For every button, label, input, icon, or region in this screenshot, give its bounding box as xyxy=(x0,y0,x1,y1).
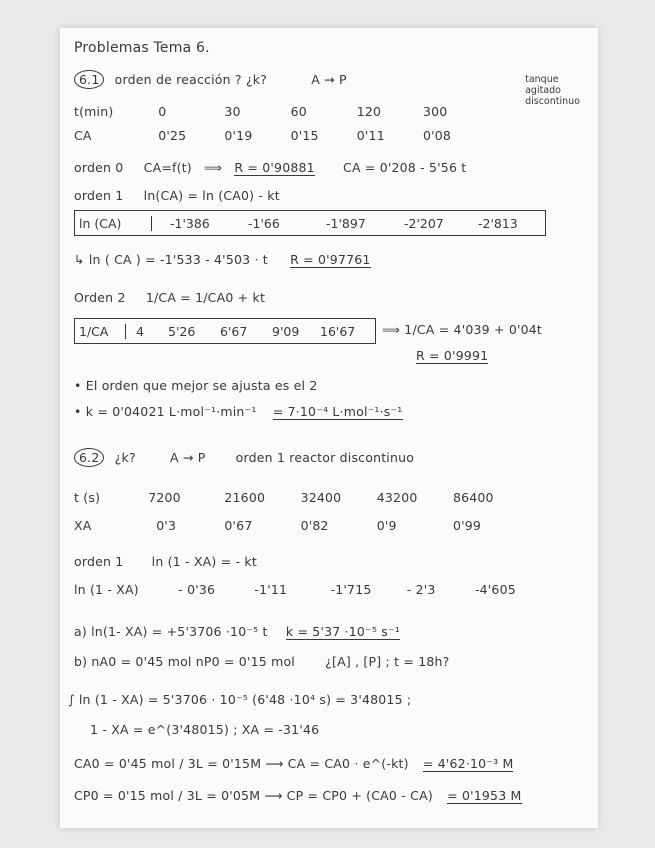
time-value: 60 xyxy=(290,104,307,119)
arrow: ⟹ xyxy=(204,160,223,175)
order-2-fit: ⟹ 1/CA = 4'039 + 0'04t xyxy=(382,322,543,337)
calc-cp: CP0 = 0'15 mol / 3L = 0'05M ⟶ CP = CP0 + (CA0 - CA) xyxy=(74,788,433,803)
time-value: 43200 xyxy=(376,490,418,505)
part-b-line xyxy=(74,654,588,669)
time-row-2 xyxy=(74,490,588,505)
order-1b-label: orden 1 xyxy=(74,554,124,569)
inv-value: 16'67 xyxy=(320,323,356,339)
problem-description: orden 1 reactor discontinuo xyxy=(235,450,415,465)
order-1-r: R = 0'97761 xyxy=(290,252,371,267)
order-0-r: R = 0'90881 xyxy=(234,160,315,175)
time-value: 300 xyxy=(422,104,448,119)
time-label: t(min) xyxy=(74,104,114,119)
conversion-row xyxy=(74,518,588,533)
ln-value: -1'66 xyxy=(248,215,280,231)
handwritten-page xyxy=(60,28,598,828)
reaction: A → P xyxy=(311,72,347,87)
conclusion-k: • k = 0'04021 L·mol⁻¹·min⁻¹ xyxy=(74,404,257,419)
calc-cp-line xyxy=(74,788,588,803)
order-1-label: orden 1 xyxy=(74,188,124,203)
order-2-box-label: 1/CA xyxy=(75,324,126,339)
problem-question: orden de reacción ? ¿k? xyxy=(114,72,268,87)
order-0-label: orden 0 xyxy=(74,160,124,175)
order-1-fit-line xyxy=(74,252,588,267)
order-1b-line xyxy=(74,554,588,569)
calc-ca-result: = 4'62·10⁻³ M xyxy=(422,756,514,771)
ln-value: -2'207 xyxy=(404,215,444,231)
conversion-value: 0'99 xyxy=(452,518,482,533)
inv-value: 5'26 xyxy=(168,323,196,339)
conclusion-best-order: • El orden que mejor se ajusta es el 2 xyxy=(74,378,318,393)
calc-cp-result: = 0'1953 M xyxy=(447,788,522,803)
ln-conversion-value: -1'11 xyxy=(254,582,288,597)
calc-integral: ∫ ln (1 - XA) = 5'3706 · 10⁻⁵ (6'48 ·10⁴ s) = 3'48015 ; xyxy=(68,692,412,707)
time-value: 21600 xyxy=(224,490,266,505)
calc-exponential: 1 - XA = e^(3'48015) ; XA = -31'46 xyxy=(90,722,320,737)
part-a-result: k = 5'37 ·10⁻⁵ s⁻¹ xyxy=(285,624,400,639)
problem-number: 6.2 xyxy=(74,448,104,467)
concentration-value: 0'11 xyxy=(356,128,385,143)
concentration-value: 0'15 xyxy=(290,128,319,143)
ln-conversion-label: ln (1 - XA) xyxy=(74,582,139,597)
part-b-question: ¿[A] , [P] ; t = 18h? xyxy=(325,654,450,669)
ln-value: -1'386 xyxy=(170,215,210,231)
time-label: t (s) xyxy=(74,490,101,505)
order-2-eq: 1/CA = 1/CA0 + kt xyxy=(145,290,266,305)
ln-conversion-value: -4'605 xyxy=(474,582,516,597)
time-value: 0 xyxy=(158,104,167,119)
problem-question: ¿k? xyxy=(114,450,136,465)
time-value: 32400 xyxy=(300,490,342,505)
conversion-value: 0'67 xyxy=(224,518,253,533)
part-a-eq: a) ln(1- XA) = +5'3706 ·10⁻⁵ t xyxy=(74,624,268,639)
part-b-data: b) nA0 = 0'45 mol nP0 = 0'15 mol xyxy=(74,654,295,669)
ln-conversion-value: -1'715 xyxy=(330,582,372,597)
problem-6-1-header xyxy=(74,70,588,89)
ln-conversion-row xyxy=(74,582,588,597)
side-note: tanque agitado discontinuo xyxy=(525,74,580,107)
conclusion-k-line xyxy=(74,404,588,419)
ln-value: -2'813 xyxy=(478,215,518,231)
conversion-value: 0'9 xyxy=(376,518,397,533)
conversion-value: 0'82 xyxy=(300,518,329,533)
calc-ca: CA0 = 0'45 mol / 3L = 0'15M ⟶ CA = CA0 · e^(-kt) xyxy=(74,756,409,771)
order-1-fit: ↳ ln ( CA ) = -1'533 - 4'503 · t xyxy=(74,252,268,267)
order-0-fit: CA = 0'208 - 5'56 t xyxy=(343,160,467,175)
problem-6-2-header xyxy=(74,448,588,467)
order-1-eq: ln(CA) = ln (CA0) - kt xyxy=(143,188,280,203)
order-0-eq: CA=f(t) xyxy=(143,160,192,175)
problem-number: 6.1 xyxy=(74,70,104,89)
concentration-value: 0'25 xyxy=(158,128,187,143)
reaction: A → P xyxy=(169,450,206,465)
order-1b-eq: ln (1 - XA) = - kt xyxy=(151,554,257,569)
page-title: Problemas Tema 6. xyxy=(74,40,210,56)
ln-conversion-value: - 2'3 xyxy=(406,582,436,597)
conclusion-k-si: = 7·10⁻⁴ L·mol⁻¹·s⁻¹ xyxy=(272,404,403,419)
inv-value: 9'09 xyxy=(272,323,300,339)
time-value: 120 xyxy=(356,104,382,119)
part-a-line xyxy=(74,624,588,639)
concentration-value: 0'08 xyxy=(422,128,452,143)
time-row xyxy=(74,104,588,119)
ln-conversion-value: - 0'36 xyxy=(178,582,216,597)
conversion-value: 0'3 xyxy=(156,518,177,533)
order-2-line xyxy=(74,290,588,305)
order-1-line xyxy=(74,188,588,203)
concentration-value: 0'19 xyxy=(224,128,253,143)
ln-value: -1'897 xyxy=(326,215,366,231)
order-2-label: Orden 2 xyxy=(74,290,126,305)
order-1-box-label: ln (CA) xyxy=(75,216,152,231)
concentration-label: CA xyxy=(74,128,92,143)
inv-value: 6'67 xyxy=(220,323,248,339)
time-value: 86400 xyxy=(452,490,494,505)
order-2-table xyxy=(74,318,376,344)
time-value: 30 xyxy=(224,104,241,119)
order-1-table xyxy=(74,210,546,236)
time-value: 7200 xyxy=(148,490,181,505)
concentration-row xyxy=(74,128,588,143)
conversion-label: XA xyxy=(74,518,92,533)
inv-value: 4 xyxy=(136,323,144,339)
calc-ca-line xyxy=(74,756,588,771)
order-0-line xyxy=(74,160,588,175)
order-2-r: R = 0'9991 xyxy=(416,348,489,363)
